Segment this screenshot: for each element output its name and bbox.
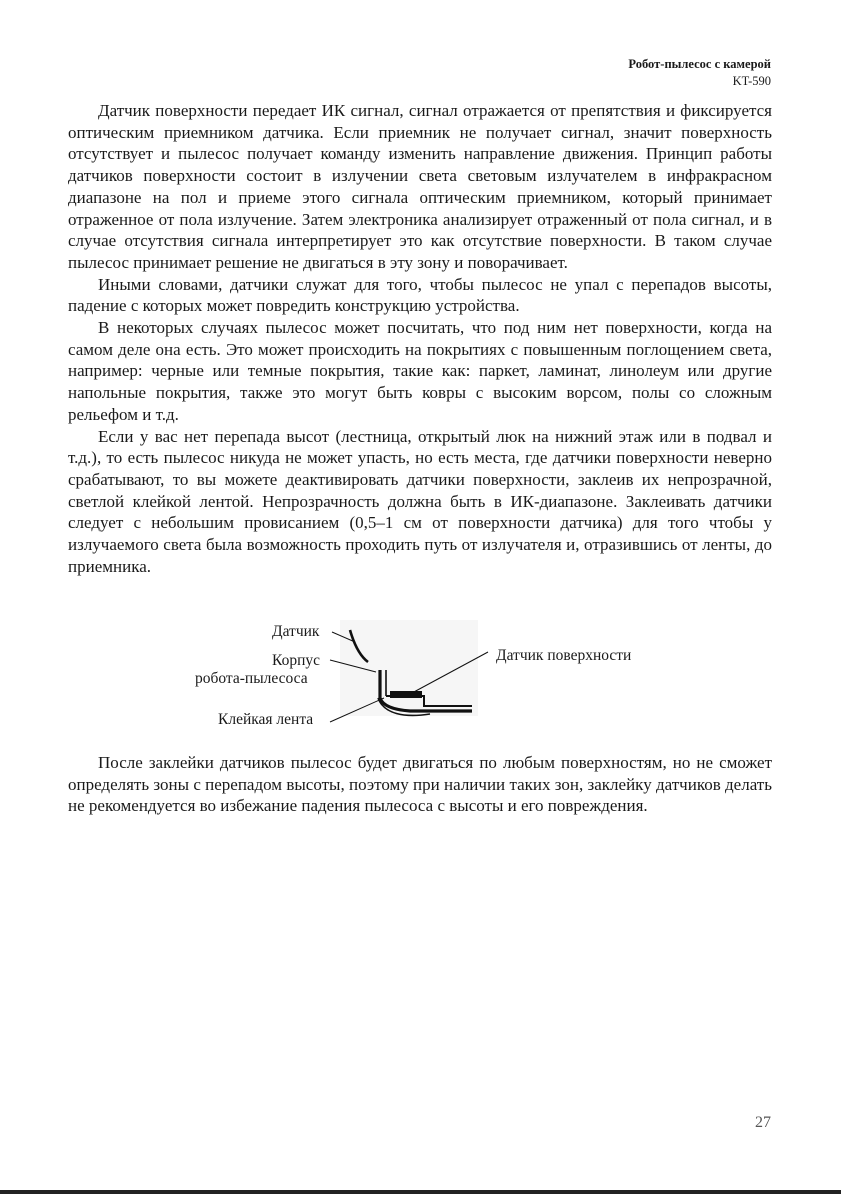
- paragraph-after-taping: После заклейки датчиков пылесос будет двигаться по любым поверхностям, но не сможет определять зоны с перепадом высоты, поэтому при наличии таких зон, заклейку датчиков делать не рекомендуется во избежание падения пылесоса с высоты и его повреждения.: [68, 753, 772, 816]
- closing-text: [68, 752, 772, 817]
- paragraph-deactivation: Если у вас нет перепада высот (лестница, открытый люк на нижний этаж или в подвал и т.д.), то есть пылесос никуда не может упасть, но есть места, где датчики поверхности неверно срабатывают, то вы можете деактивировать датчики поверхности, заклеив их непрозрачной, светлой клейкой лентой. Непрозрачность должна быть в ИК-диапазоне. Заклеивать датчики следует с небольшим провисанием (0,5–1 см от поверхности датчика) для того чтобы у излучаемого света была возможность проходить путь от излучателя и, отразившись от ленты, до приемника.: [68, 426, 772, 576]
- bottom-border: [0, 1190, 841, 1194]
- label-adhesive-tape: Клейкая лента: [218, 711, 314, 728]
- surface-sensor-block: [390, 691, 422, 698]
- main-text: [68, 100, 772, 577]
- paragraph-surface-sensor-principle: Датчик поверхности передает ИК сигнал, сигнал отражается от препятствия и фиксируется оптическим приемником датчика. Если приемник не получает сигнал, значит поверхность отсутствует и пылесос получает команду изменить направление движения. Принцип работы датчиков поверхности состоит в излучении света световым излучателем в инфракрасном диапазоне на пол и приеме этого сигнала оптическим приемником, который принимает отраженное от пола излучение. Затем электроника анализирует отраженный от пола сигнал, и в случае отсутствия сигнала интерпретирует это как отсутствие поверхности. В таком случае пылесос принимает решение не двигаться в эту зону и поворачивает.: [68, 101, 772, 272]
- label-surface-sensor: Датчик поверхности: [496, 647, 632, 664]
- page-number: 27: [755, 1114, 771, 1131]
- sensor-tape-diagram: [190, 618, 670, 734]
- label-sensor: Датчик: [272, 623, 320, 640]
- paragraph-sensor-purpose: Иными словами, датчики служат для того, чтобы пылесос не упал с перепадов высоты, падение с которых может повредить конструкцию устройства.: [68, 274, 772, 316]
- label-body-line2: робота-пылесоса: [195, 670, 308, 687]
- model-number: KT-590: [732, 74, 771, 88]
- page-header: [628, 56, 771, 90]
- label-body-line1: Корпус: [272, 652, 320, 669]
- paragraph-false-detection: В некоторых случаях пылесос может посчитать, что под ним нет поверхности, когда на самом деле она есть. Это может происходить на покрытиях с повышенным поглощением света, например: черные или темные покрытия, такие как: паркет, ламинат, линолеум или другие напольные покрытия, также это могут быть ковры с высоким ворсом, полы со сложным рельефом и т.д.: [68, 318, 772, 424]
- document-title: Робот-пылесос с камерой: [628, 57, 771, 71]
